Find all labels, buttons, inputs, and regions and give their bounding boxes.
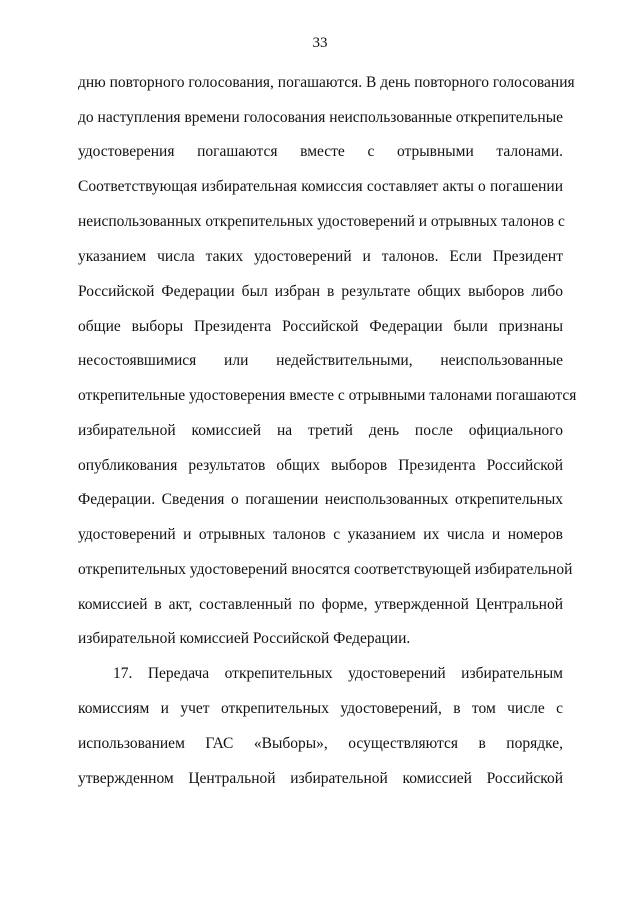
page-number: 33 [312, 35, 328, 51]
text-line: до наступления времени голосования неиспользованные открепительные [78, 109, 563, 126]
text-line: несостоявшимися или недействительными, неиспользованные [78, 352, 563, 369]
text-line: утвержденном Центральной избирательной комиссией Российской [78, 770, 563, 787]
text-line: комиссиям и учет открепительных удостоверений, в том числе с [78, 700, 563, 717]
paragraph-17-first-line: 17. Передача открепительных удостоверений избирательным [113, 665, 563, 682]
text-line: избирательной комиссией на третий день после официального [78, 422, 563, 439]
text-line: неиспользованных открепительных удостоверений и отрывных талонов с [78, 213, 565, 230]
text-line: удостоверений и отрывных талонов с указанием их числа и номеров [78, 526, 563, 543]
text-line: комиссией в акт, составленный по форме, утвержденной Центральной [78, 596, 563, 613]
text-line: открепительных удостоверений вносятся соответствующей избирательной [78, 561, 573, 578]
text-line: удостоверения погашаются вместе с отрывными талонами. [78, 143, 563, 160]
text-line: дню повторного голосования, погашаются. В день повторного голосования [78, 74, 575, 91]
text-line: общие выборы Президента Российской Федерации были признаны [78, 318, 563, 335]
text-line: избирательной комиссией Российской Федерации. [78, 630, 411, 647]
text-line: опубликования результатов общих выборов Президента Российской [78, 457, 563, 474]
text-line: Соответствующая избирательная комиссия составляет акты о погашении [78, 178, 563, 195]
text-line: использованием ГАС «Выборы», осуществляются в порядке, [78, 735, 563, 752]
text-line: открепительные удостоверения вместе с отрывными талонами погашаются [78, 387, 577, 404]
text-line: Федерации. Сведения о погашении неиспользованных открепительных [78, 491, 563, 508]
text-line: Российской Федерации был избран в результате общих выборов либо [78, 283, 563, 300]
text-line: указанием числа таких удостоверений и талонов. Если Президент [78, 248, 563, 265]
